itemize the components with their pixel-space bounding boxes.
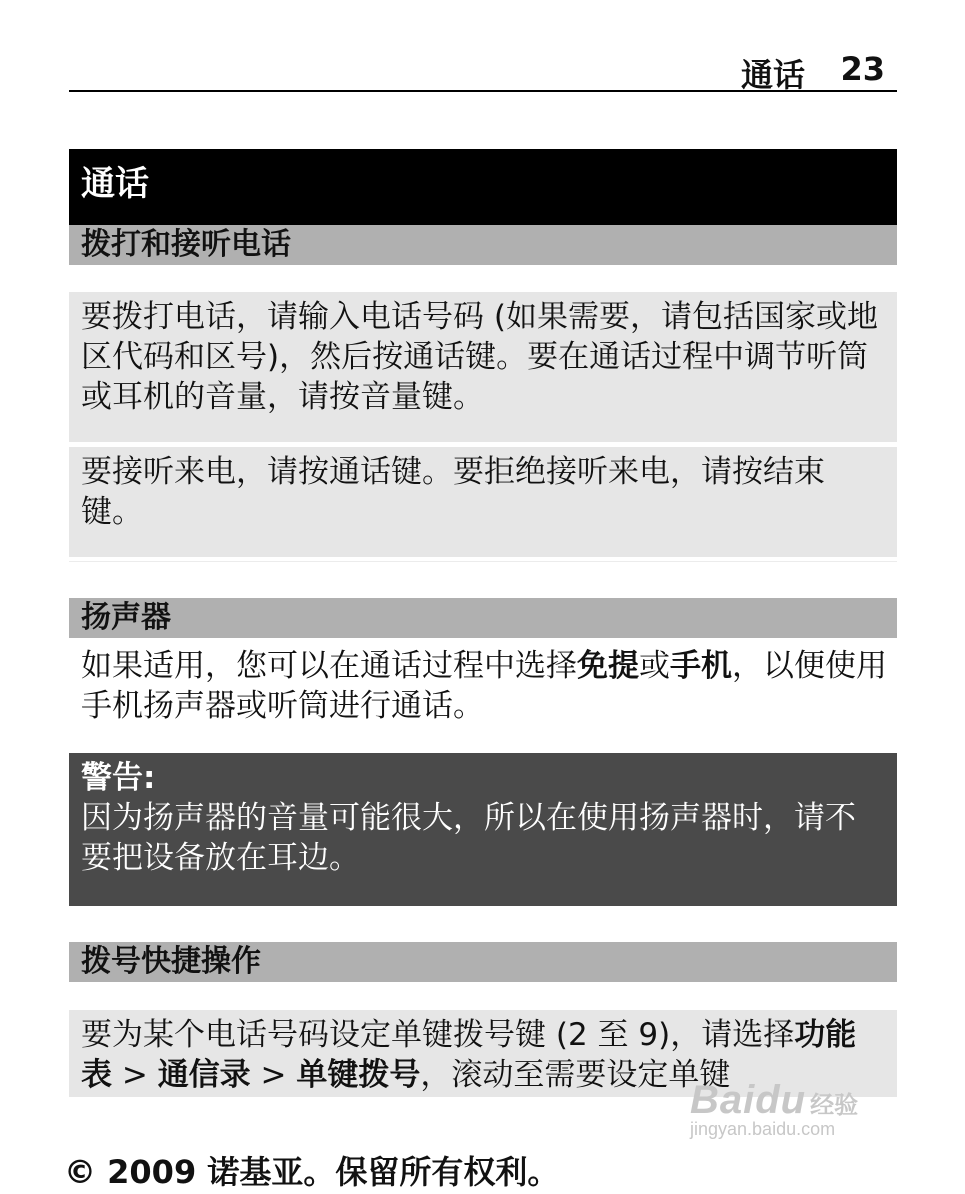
baidu-watermark [690,1078,858,1140]
copyright-footer: © 2009 诺基亚。保留所有权利。 [64,1153,560,1191]
section-title: 通话 [81,164,149,204]
subheading-speaker: 扬声器 [69,598,897,638]
speaker-text-or: 或 [639,648,670,684]
option-handsfree: 免提 [577,648,639,684]
menu-separator: > [250,1057,297,1093]
subheading-dial: 拨打和接听电话 [69,225,897,265]
warning-label: 警告: [81,760,156,796]
watermark-url: jingyan.baidu.com [690,1119,836,1139]
warning-text: 因为扬声器的音量可能很大，所以在使用扬声器时，请不要把设备放在耳边。 [81,800,856,876]
running-header-title: 通话 [740,56,805,94]
speaker-text-end: ，以便使用手机扬声器或听筒进行通话。 [81,648,887,724]
subheading-speed-dial: 拨号快捷操作 [69,942,897,982]
running-header [69,50,897,92]
dial-paragraph-1: 要拨打电话，请输入电话号码 (如果需要，请包括国家或地区代码和区号)，然后按通话键。要在通话过程中调节听筒或耳机的音量，请按音量键。 [69,292,897,442]
menu-path-contacts: 通信录 [157,1057,251,1093]
menu-separator: > [112,1057,158,1093]
section-title-bar [69,149,897,225]
speed-dial-text: 要为某个电话号码设定单键拨号键 (2 至 9)，请选择 [81,1017,795,1053]
menu-path-functions: 功能表 [81,1017,857,1093]
speed-dial-text-cont: ，滚动至需要设定单键 [420,1057,731,1093]
speaker-paragraph [69,646,897,726]
speaker-text: 如果适用，您可以在通话过程中选择 [81,648,577,684]
watermark-cn: 经验 [810,1092,859,1119]
divider [69,561,897,562]
warning-box [69,753,897,906]
dial-paragraph-2: 要接听来电，请按通话键。要拒绝接听来电，请按结束键。 [69,447,897,557]
watermark-logo: Baidu [690,1078,807,1122]
page-number: 23 [840,50,885,88]
option-handset: 手机 [670,648,732,684]
menu-path-speed-dial: 单键拨号 [296,1057,421,1093]
